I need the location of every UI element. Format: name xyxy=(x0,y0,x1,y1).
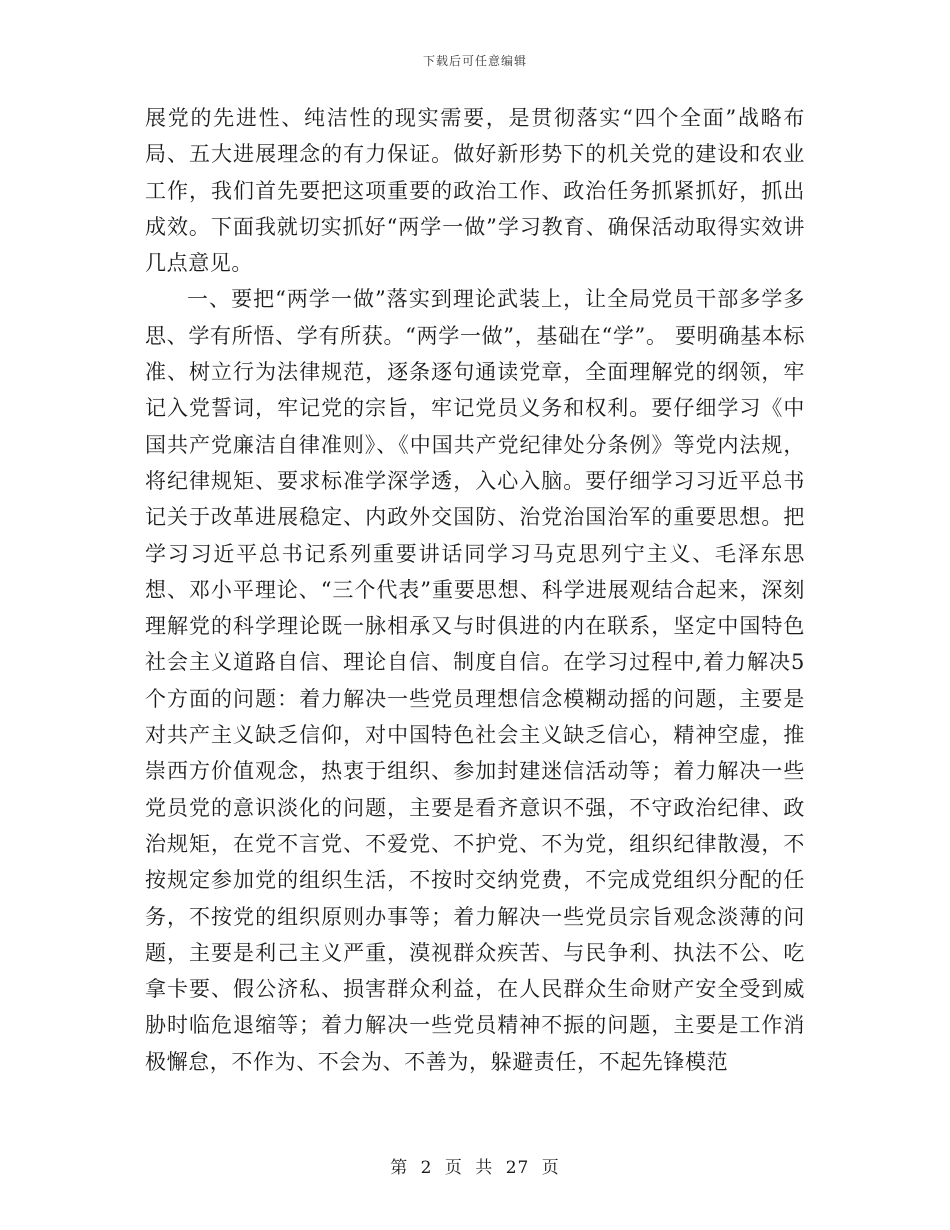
paragraph-section-one: 一、要把“两学一做”落实到理论武装上，让全局党员干部多学多思、学有所悟、学有所获。“两学一做”，基础在“学”。 要明确基本标准、树立行为法律规范，逐条逐句通读党章，全面理解党的纲领，牢记入党誓词，牢记党的宗旨，牢记党员义务和权利。要仔细学习《中国共产党廉洁自律准则》、《中国共产党纪律处分条例》等党内法规，将纪律规矩、要求标准学深学透，入心入脑。要仔细学习习近平总书记关于改革进展稳定、内政外交国防、治党治国治军的重要思想。把学习习近平总书记系列重要讲话同学习马克思列宁主义、毛泽东思想、邓小平理论、“三个代表”重要思想、科学进展观结合起来，深刻理解党的科学理论既一脉相承又与时俱进的内在联系，坚定中国特色社会主义道路自信、理论自信、制度自信。在学习过程中,着力解决5个方面的问题：着力解决一些党员理想信念模糊动摇的问题，主要是对共产主义缺乏信仰，对中国特色社会主义缺乏信心，精神空虚，推崇西方价值观念，热衷于组织、参加封建迷信活动等；着力解决一些党员党的意识淡化的问题，主要是看齐意识不强，不守政治纪律、政治规矩，在党不言党、不爱党、不护党、不为党，组织纪律散漫，不按规定参加党的组织生活，不按时交纳党费，不完成党组织分配的任务，不按党的组织原则办事等；着力解决一些党员宗旨观念淡薄的问题，主要是利己主义严重，漠视群众疾苦、与民争利、执法不公、吃拿卡要、假公济私、损害群众利益，在人民群众生命财产安全受到威胁时临危退缩等；着力解决一些党员精神不振的问题，主要是工作消极懈怠，不作为、不会为、不善为，躲避责任，不起先锋模范 xyxy=(145,287,805,1074)
document-body xyxy=(145,100,805,1080)
paragraph-continued: 展党的先进性、纯洁性的现实需要，是贯彻落实“四个全面”战略布局、五大进展理念的有力保证。做好新形势下的机关党的建设和农业工作，我们首先要把这项重要的政治工作、政治任务抓紧抓好，抓出成效。下面我就切实抓好“两学一做”学习教育、确保活动取得实效讲几点意见。 xyxy=(145,106,805,276)
page-footer: 第 2 页 共 27 页 xyxy=(390,1158,560,1178)
page-header: 下载后可任意编辑 xyxy=(422,54,527,68)
